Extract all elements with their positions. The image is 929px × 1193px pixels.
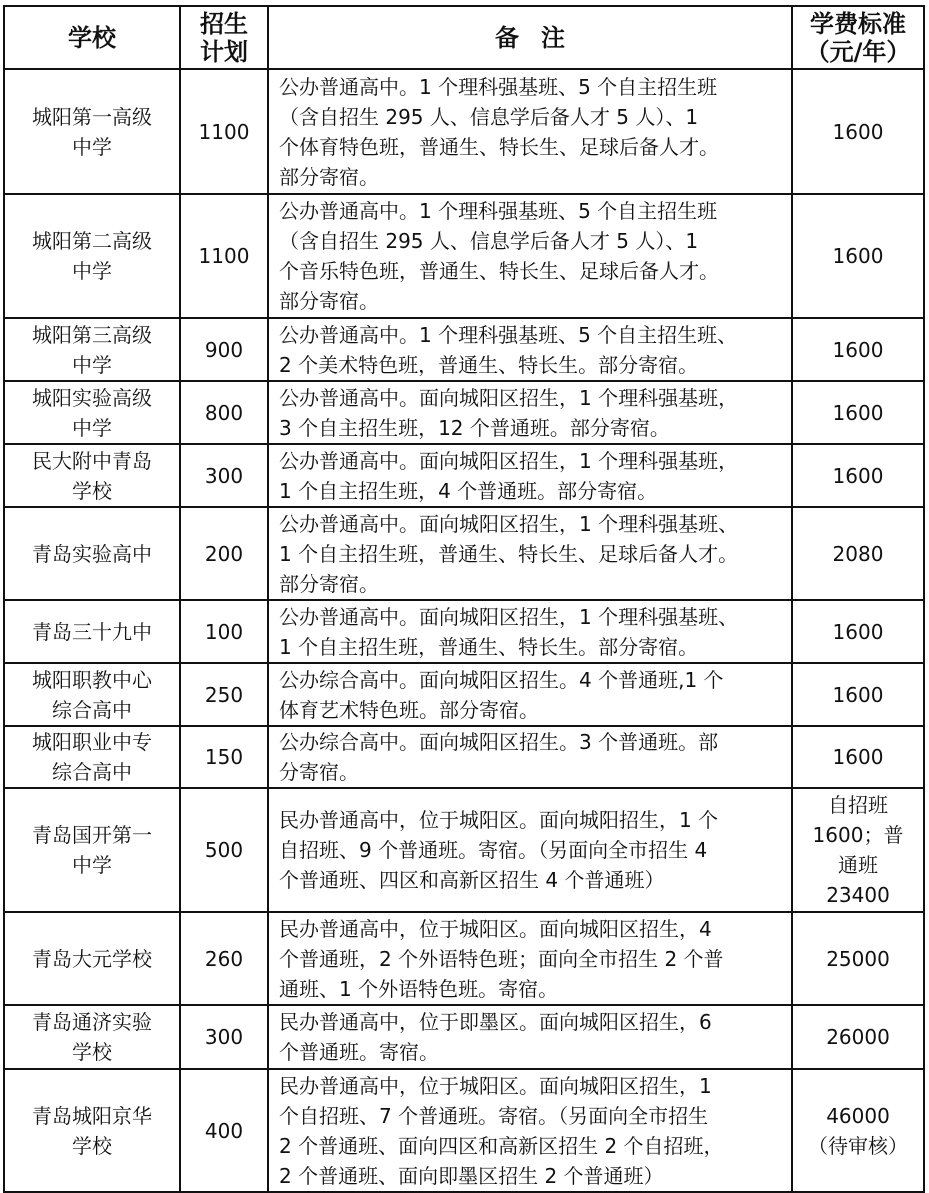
cell-text-line: 1600 — [832, 337, 884, 362]
cell-text-line: 1 个自主招生班，4 个普通班。部分寄宿。 — [279, 478, 658, 503]
enrollment-table — [3, 5, 925, 1193]
enrollment-plan-cell: 500 — [180, 788, 268, 912]
table-row — [4, 69, 924, 194]
cell-text-line: 23400 — [826, 883, 890, 907]
notes-cell — [268, 1005, 792, 1069]
cell-text-line: 26000 — [826, 1025, 890, 1049]
school-cell — [4, 912, 180, 1005]
school-cell — [4, 194, 180, 318]
school-cell — [4, 600, 180, 663]
cell-text-line: 青岛大元学校 — [32, 946, 152, 971]
cell-text-line: 部分寄宿。 — [279, 164, 379, 189]
cell-text-line: 公办普通高中。面向城阳区招生，1 个理科强基班、 — [279, 511, 739, 536]
notes-cell — [268, 1069, 792, 1192]
tuition-fee-cell — [792, 194, 924, 318]
tuition-fee-cell — [792, 600, 924, 663]
tuition-fee-cell — [792, 788, 924, 912]
cell-text-line: 公办普通高中。面向城阳区招生，1 个理科强基班， — [279, 385, 739, 410]
header-row — [4, 6, 924, 69]
cell-text-line: （元/年） — [805, 37, 911, 66]
school-cell — [4, 444, 180, 507]
cell-text-line: 青岛通济实验 — [32, 1010, 152, 1034]
cell-text-line: 2 个普通班、面向四区和高新区招生 2 个自招班， — [279, 1133, 724, 1158]
cell-text-line: 学校 — [72, 1040, 112, 1064]
notes-cell — [268, 600, 792, 663]
school-cell — [4, 788, 180, 912]
cell-text-line: 学校 — [68, 23, 116, 52]
cell-text-line: 民大附中青岛 — [32, 448, 152, 473]
cell-text-line: 青岛国开第一 — [32, 823, 152, 847]
school-cell — [4, 1005, 180, 1069]
cell-text-line: 公办普通高中。面向城阳区招生，1 个理科强基班、 — [279, 604, 739, 629]
cell-text-line: 中学 — [72, 415, 112, 440]
tuition-fee-cell — [792, 1005, 924, 1069]
cell-text-line: 部分寄宿。 — [279, 289, 379, 313]
cell-text-line: 2 个美术特色班，普通生、特长生。部分寄宿。 — [279, 352, 699, 377]
cell-text-line: 2080 — [832, 541, 884, 566]
notes-cell — [268, 318, 792, 381]
cell-text-line: 自招班 — [828, 793, 888, 817]
notes-cell — [268, 663, 792, 726]
table-row — [4, 318, 924, 381]
cell-text-line: （含自招生 295 人、信息学后备人才 5 人）、1 — [279, 229, 699, 253]
cell-text-line: 通班 — [838, 853, 878, 877]
cell-text-line: 公办普通高中。面向城阳区招生，1 个理科强基班， — [279, 448, 739, 473]
cell-text-line: 1600 — [832, 400, 884, 425]
notes-cell — [268, 194, 792, 318]
cell-text-line: 个体育特色班，普通生、特长生、足球后备人才。 — [279, 134, 719, 159]
notes-cell — [268, 69, 792, 194]
cell-text-line: 民办普通高中，位于城阳区。面向城阳区招生，4 — [279, 916, 712, 941]
cell-text-line: 城阳第二高级 — [32, 229, 152, 253]
enrollment-plan-cell: 100 — [180, 600, 268, 663]
tuition-fee-cell — [792, 726, 924, 788]
tuition-fee-cell — [792, 507, 924, 600]
table-row — [4, 663, 924, 726]
tuition-fee-cell — [792, 912, 924, 1005]
school-cell — [4, 69, 180, 194]
notes-cell — [268, 788, 792, 912]
cell-text-line: 招生 — [200, 9, 248, 38]
cell-text-line: 3 个自主招生班，12 个普通班。部分寄宿。 — [279, 415, 670, 440]
cell-text-line: 个普通班，2 个外语特色班；面向全市招生 2 个普 — [279, 946, 724, 971]
cell-text-line: 个音乐特色班，普通生、特长生、足球后备人才。 — [279, 259, 719, 283]
cell-text-line: 中学 — [72, 853, 112, 877]
cell-text-line: 学费标准 — [810, 9, 906, 38]
cell-text-line: 中学 — [72, 134, 112, 159]
notes-cell — [268, 444, 792, 507]
header-school — [4, 6, 180, 69]
school-cell — [4, 1069, 180, 1192]
cell-text-line: 1600 — [832, 619, 884, 644]
table-row — [4, 381, 924, 444]
school-cell — [4, 507, 180, 600]
enrollment-plan-cell: 400 — [180, 1069, 268, 1192]
table-row — [4, 912, 924, 1005]
table-row — [4, 1069, 924, 1192]
enrollment-plan-cell: 900 — [180, 318, 268, 381]
enrollment-plan-cell: 260 — [180, 912, 268, 1005]
table-row — [4, 1005, 924, 1069]
cell-text-line: 备注 — [495, 23, 587, 52]
enrollment-plan-cell: 1100 — [180, 69, 268, 194]
cell-text-line: 部分寄宿。 — [279, 571, 379, 596]
cell-text-line: 公办普通高中。1 个理科强基班、5 个自主招生班 — [279, 74, 718, 99]
cell-text-line: 1600 — [832, 682, 884, 707]
cell-text-line: （待审核） — [808, 1133, 908, 1158]
school-cell — [4, 663, 180, 726]
enrollment-plan-cell: 150 — [180, 726, 268, 788]
cell-text-line: 1600 — [832, 119, 884, 144]
cell-text-line: 民办普通高中，位于城阳区。面向城阳区招生，1 — [279, 1073, 712, 1098]
cell-text-line: 46000 — [826, 1103, 890, 1128]
cell-text-line: 25000 — [826, 946, 890, 971]
school-cell — [4, 726, 180, 788]
cell-text-line: 自招班、9 个普通班。寄宿。（另面向全市招生 4 — [279, 838, 708, 862]
cell-text-line: 学校 — [72, 1133, 112, 1158]
cell-text-line: 城阳第一高级 — [32, 104, 152, 129]
enrollment-plan-cell: 200 — [180, 507, 268, 600]
tuition-fee-cell — [792, 663, 924, 726]
cell-text-line: 学校 — [72, 478, 112, 503]
cell-text-line: 1600 — [832, 244, 884, 268]
table-row — [4, 194, 924, 318]
cell-text-line: 城阳职业中专 — [32, 730, 152, 754]
cell-text-line: 中学 — [72, 352, 112, 377]
cell-text-line: 2 个普通班、面向即墨区招生 2 个普通班） — [279, 1163, 664, 1188]
tuition-fee-cell — [792, 381, 924, 444]
cell-text-line: 1600 — [832, 463, 884, 488]
cell-text-line: 1600；普 — [812, 823, 904, 847]
table-row — [4, 444, 924, 507]
cell-text-line: 青岛城阳京华 — [32, 1103, 152, 1128]
cell-text-line: 公办普通高中。1 个理科强基班、5 个自主招生班 — [279, 199, 718, 223]
cell-text-line: 城阳实验高级 — [32, 385, 152, 410]
cell-text-line: 个普通班、四区和高新区招生 4 个普通班） — [279, 868, 665, 892]
header-notes — [268, 6, 792, 69]
notes-cell — [268, 381, 792, 444]
cell-text-line: 民办普通高中，位于城阳区。面向城阳招生，1 个 — [279, 808, 719, 832]
table-row — [4, 507, 924, 600]
school-cell — [4, 318, 180, 381]
cell-text-line: 分寄宿。 — [279, 760, 359, 784]
cell-text-line: 1600 — [832, 745, 884, 769]
header-fee — [792, 6, 924, 69]
enrollment-plan-cell: 250 — [180, 663, 268, 726]
notes-cell — [268, 726, 792, 788]
cell-text-line: 个自招班、7 个普通班。寄宿。（另面向全市招生 — [279, 1103, 709, 1128]
cell-text-line: 公办综合高中。面向城阳区招生。3 个普通班。部 — [279, 730, 719, 754]
cell-text-line: 公办综合高中。面向城阳区招生。4 个普通班,1 个 — [279, 667, 724, 692]
cell-text-line: 综合高中 — [52, 760, 132, 784]
cell-text-line: 通班、1 个外语特色班。寄宿。 — [279, 976, 559, 1001]
cell-text-line: 青岛实验高中 — [32, 541, 152, 566]
table-row — [4, 600, 924, 663]
cell-text-line: 城阳第三高级 — [32, 322, 152, 347]
cell-text-line: 体育艺术特色班。部分寄宿。 — [279, 697, 539, 722]
cell-text-line: 民办普通高中，位于即墨区。面向城阳区招生，6 — [279, 1010, 712, 1034]
cell-text-line: 1 个自主招生班，普通生、特长生。部分寄宿。 — [279, 634, 699, 659]
cell-text-line: 1 个自主招生班，普通生、特长生、足球后备人才。 — [279, 541, 739, 566]
header-plan — [180, 6, 268, 69]
cell-text-line: 中学 — [72, 259, 112, 283]
cell-text-line: （含自招生 295 人、信息学后备人才 5 人）、1 — [279, 104, 699, 129]
cell-text-line: 城阳职教中心 — [32, 667, 152, 692]
cell-text-line: 公办普通高中。1 个理科强基班、5 个自主招生班、 — [279, 322, 738, 347]
cell-text-line: 个普通班。寄宿。 — [279, 1040, 439, 1064]
tuition-fee-cell — [792, 1069, 924, 1192]
enrollment-plan-cell: 300 — [180, 444, 268, 507]
tuition-fee-cell — [792, 444, 924, 507]
tuition-fee-cell — [792, 318, 924, 381]
school-cell — [4, 381, 180, 444]
table-row — [4, 726, 924, 788]
notes-cell — [268, 912, 792, 1005]
enrollment-plan-cell: 800 — [180, 381, 268, 444]
tuition-fee-cell — [792, 69, 924, 194]
enrollment-plan-cell: 1100 — [180, 194, 268, 318]
table-row — [4, 788, 924, 912]
cell-text-line: 综合高中 — [52, 697, 132, 722]
enrollment-plan-cell: 300 — [180, 1005, 268, 1069]
cell-text-line: 青岛三十九中 — [32, 619, 152, 644]
notes-cell — [268, 507, 792, 600]
cell-text-line: 计划 — [200, 37, 248, 66]
